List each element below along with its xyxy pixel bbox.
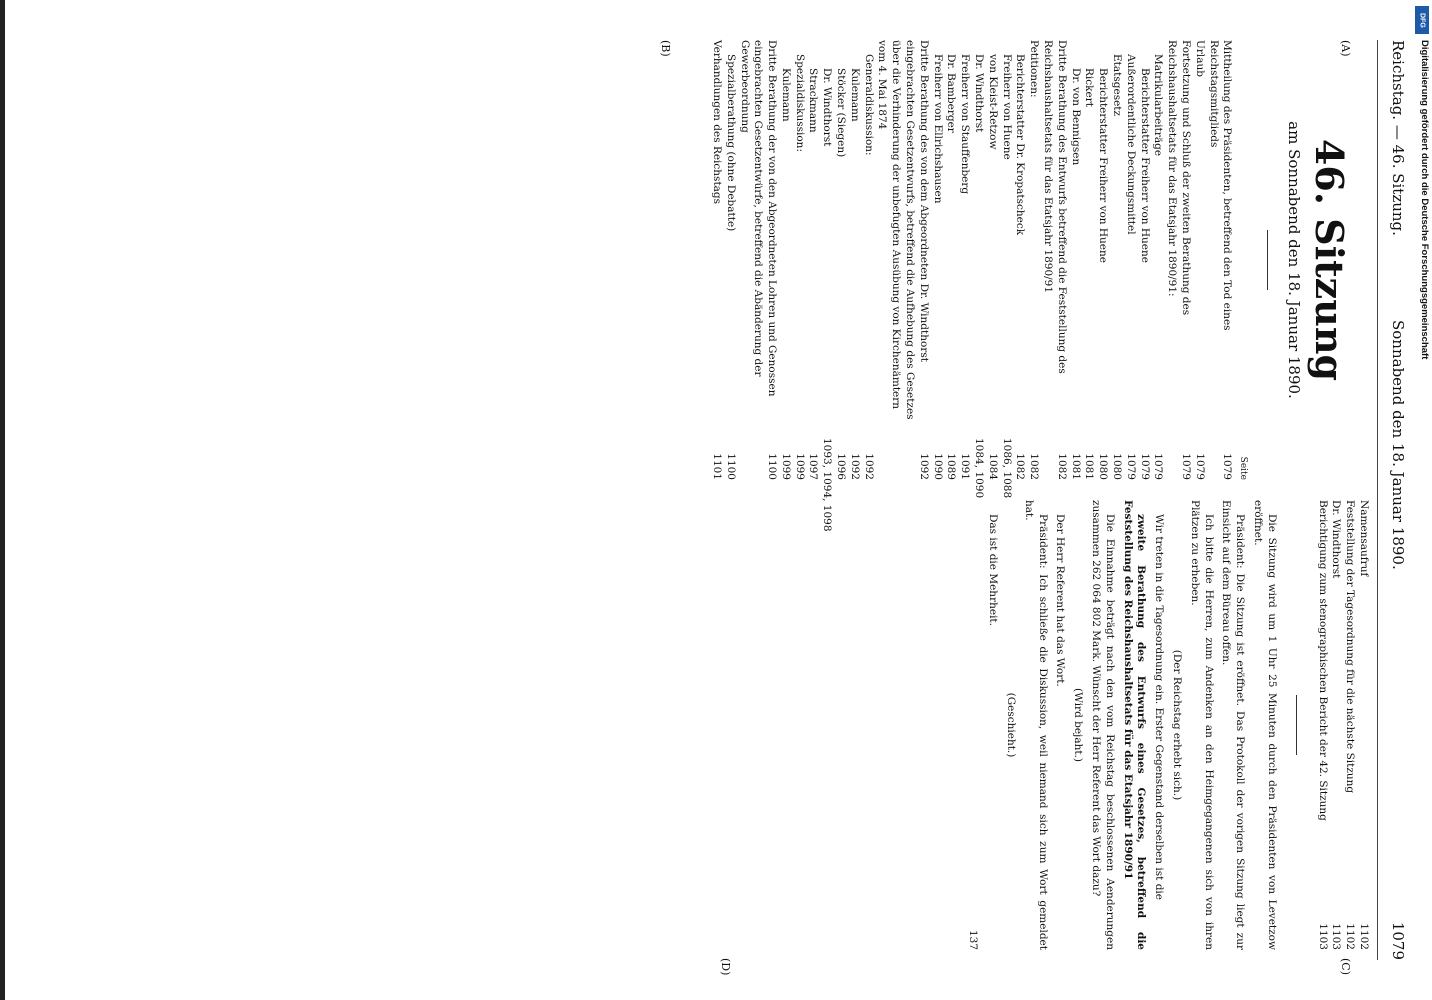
toc-entry-text: Etatsgesetz <box>1111 54 1124 117</box>
toc-entry-page: 1082 <box>1014 453 1027 480</box>
toc-entry-text: Rickert <box>1083 68 1096 107</box>
dfg-logo-badge: DFG <box>1415 6 1429 34</box>
toc-entry-page: 1097 <box>807 453 820 480</box>
toc-entry-text: Freiherr von Ellrichshausen <box>931 54 944 204</box>
body-paragraph: Der Herr Referent hat das Wort. <box>1054 514 1067 687</box>
toc-entry-text: Mittheilung des Präsidenten, betreffend den Tod eines Reichstagsmitglieds <box>1207 40 1234 331</box>
front-toc-text: Feststellung der Tagesordnung für die nächste Sitzung <box>1344 500 1357 794</box>
title-rule <box>1267 230 1268 290</box>
toc-entry-text: Berichterstatter Freiherr von Huene <box>1097 68 1110 263</box>
toc-entry-page: 1079 <box>1152 453 1165 480</box>
toc-entry-text: Dritte Berathung des von dem Abgeordneten Dr. Windthorst eingebrachten Gesetzentwurfs, betreffend die Aufhebung des Gesetzes über die Verhinderung der unbefugten Ausübung von Kirchenämtern vom 4. Mai 1874 <box>876 40 930 420</box>
toc-row <box>833 40 847 480</box>
toc-entry-text: Dr. Bamberger <box>945 54 958 133</box>
toc-entry-page: 1081 <box>1083 453 1096 480</box>
toc-entry-page: 1092 <box>917 453 930 480</box>
stage-direction: (Wird bejaht.) <box>1072 687 1085 762</box>
toc-row <box>1095 40 1109 480</box>
toc-entry-page: 1081 <box>1069 453 1082 480</box>
session-title: 46. Sitzung <box>1307 138 1352 382</box>
toc-entry-text: Verhandlungen des Reichstags <box>710 40 723 205</box>
toc-entry-page: 1090 <box>931 453 944 480</box>
toc-row <box>957 40 971 480</box>
toc-entry-text: Urlaub <box>1193 40 1206 77</box>
toc-row <box>1026 40 1040 480</box>
toc-entry-page: 1080 <box>1111 453 1124 480</box>
toc-entry-text: Berichterstatter Dr. Kropatscheck <box>1014 54 1027 236</box>
toc-entry-page: 1079 <box>1193 453 1206 480</box>
toc-row <box>861 40 875 480</box>
toc-row <box>737 40 778 480</box>
toc-entry-page: 1079 <box>1180 453 1193 480</box>
toc-entry-text: Matrikularbeiträge <box>1152 54 1165 157</box>
toc-entry-page: 1100 <box>766 453 779 480</box>
running-header <box>1382 40 1407 960</box>
toc-entry-text: Spezialdiskussion: <box>793 54 806 152</box>
toc-entry-text: Dr. von Bennigsen <box>1069 68 1082 166</box>
body-paragraph: Wir treten in die Tagesordnung ein. Erster Gegenstand derselben ist die <box>1153 514 1166 900</box>
toc-row <box>1206 40 1234 480</box>
header-left: Reichstag. — 46. Sitzung. <box>1389 40 1407 236</box>
session-body <box>985 500 1246 950</box>
opening-rule <box>1296 695 1297 755</box>
toc-row <box>1013 40 1027 480</box>
toc-row <box>723 40 737 480</box>
toc-row <box>944 40 958 480</box>
toc-entry-page: 1084, 1090 <box>973 438 986 499</box>
toc-entry-text: Petitionen: <box>1028 40 1041 98</box>
front-toc-page: 1103 <box>1316 923 1329 950</box>
opening-paragraph: Die Sitzung wird um 1 Uhr 25 Minuten durch den Präsidenten von Levetzow eröffnet. <box>1252 500 1278 950</box>
toc-row <box>1137 40 1151 480</box>
toc-row <box>875 40 930 480</box>
toc-row <box>806 40 820 480</box>
front-toc-row <box>1342 500 1356 950</box>
stage-direction: (Geschieht.) <box>1005 692 1018 758</box>
toc-entry-page: 1080 <box>1097 453 1110 480</box>
margin-mark-d: (D) <box>719 958 732 976</box>
toc-entry-page: 1079 <box>1221 453 1234 480</box>
front-toc-text: Dr. Windthorst <box>1330 500 1343 579</box>
toc-row <box>820 40 834 532</box>
front-toc <box>1315 500 1370 950</box>
toc-entry-text: Generaldiskussion: <box>862 54 875 156</box>
toc-entry-text: Freiherr von Stauffenberg <box>959 54 972 195</box>
toc-row <box>1151 40 1165 480</box>
body-paragraph: Die Einnahme beträgt nach den vom Reichstag beschlossenen Aenderungen zusammen 262 064 802 Mark. Wünscht der Herr Referent das Wort dazu? <box>1090 500 1116 950</box>
toc-entry-page: 1082 <box>1055 453 1068 480</box>
toc-row <box>1164 40 1192 480</box>
toc-entry-page: 1079 <box>1124 453 1137 480</box>
toc-row <box>847 40 861 480</box>
session-subtitle: am Sonnabend den 18. Januar 1890. <box>1285 121 1303 399</box>
margin-mark-c: (C) <box>1339 958 1352 975</box>
front-toc-row <box>1315 500 1329 950</box>
toc-entry-page: 1079 <box>1138 453 1151 480</box>
toc-row <box>930 40 944 480</box>
side-note-wrapper <box>1412 0 1432 1000</box>
toc-entry-page: 1093, 1094, 1098 <box>821 438 834 532</box>
body-paragraph: Präsident: Die Sitzung ist eröffnet. Das Protokoll der vorigen Sitzung liegt zur Einsicht auf dem Büreau offen. <box>1220 500 1247 950</box>
toc-entry-page: 1099 <box>779 453 792 480</box>
signature-mark: 137 <box>967 929 980 950</box>
toc-entry-text: Dritte Berathung der von den Abgeordneten Lohren und Genossen eingebrachten Gesetzentwürfe, betreffend die Abänderung der Gewerbeordnung <box>738 40 779 397</box>
toc-entry-page: 1100 <box>724 453 737 480</box>
toc-entry-page: 1099 <box>793 453 806 480</box>
toc-entry-text: Dritte Berathung des Entwurfs betreffend die Feststellung des Reichshaushaltsetats für das Etatsjahr 1890/91 <box>1042 40 1068 374</box>
toc-entry-page: 1082 <box>1028 453 1041 480</box>
margin-mark-a: (A) <box>1339 40 1352 57</box>
toc-row <box>971 40 986 499</box>
margin-mark-b: (B) <box>659 40 672 57</box>
front-toc-row <box>1356 500 1370 950</box>
toc-seite-label: Seite <box>1238 456 1249 480</box>
body-paragraph: Ich bitte die Herren, zum Andenken an den Heimgegangenen sich von ihren Plätzen zu erheben. <box>1188 500 1215 950</box>
toc-row <box>1109 40 1123 480</box>
toc-entry-page: 1084 <box>986 453 999 480</box>
toc-row <box>1040 40 1068 480</box>
front-toc-page: 1103 <box>1330 923 1343 950</box>
toc-row <box>1123 40 1137 480</box>
left-column <box>709 40 1370 532</box>
toc-entry-text: Berichterstatter Freiherr von Huene <box>1138 68 1151 263</box>
front-toc-page: 1102 <box>1358 923 1370 950</box>
toc-entry-text: Dr. Windthorst <box>821 68 834 147</box>
toc-entry-text: Stöcker (Siegen) <box>835 68 848 158</box>
header-center: Sonnabend den 18. Januar 1890. <box>1389 320 1407 570</box>
toc-entry-page: 1096 <box>835 453 848 480</box>
digitization-note: Digitalisierung gefördert durch die Deutsche Forschungsgemeinschaft <box>1419 40 1430 360</box>
toc-entry-text: von Kleist-Retzow <box>986 54 999 150</box>
toc-entry-text: Spezialberathung (ohne Debatte) <box>724 54 737 232</box>
toc-entry-page: 1092 <box>862 453 875 480</box>
body-paragraph: Das ist die Mehrheit. <box>987 514 1000 626</box>
toc-entry-text: Dr. Windthorst <box>973 54 986 133</box>
toc-entry-text: Außerordentliche Deckungsmittel <box>1124 54 1137 235</box>
toc-entry-page: 1091 <box>959 453 972 480</box>
toc-entry-page: 1086, 1088 <box>1000 438 1013 499</box>
toc-row <box>792 40 806 480</box>
toc-entry-page: 1089 <box>945 453 958 480</box>
front-toc-row <box>1329 500 1343 950</box>
table-of-contents <box>709 40 1234 532</box>
toc-entry-text: Fortsetzung und Schluß der zweiten Berathung des Reichshaushaltsetats für das Etatsjahr 1890/91: <box>1166 40 1193 316</box>
toc-entry-page: 1092 <box>848 453 861 480</box>
toc-row <box>1068 40 1082 480</box>
toc-row <box>1192 40 1206 480</box>
toc-entry-text: Kulemann <box>848 68 861 122</box>
front-toc-page: 1102 <box>1344 923 1357 950</box>
toc-row <box>999 40 1013 499</box>
toc-row <box>985 40 999 480</box>
front-toc-text: Namensaufruf <box>1358 500 1370 577</box>
toc-row <box>778 40 792 480</box>
toc-row <box>709 40 723 480</box>
body-paragraph: Präsident: Ich schließe die Diskussion, weil niemand sich zum Wort gemeldet hat. <box>1022 500 1049 950</box>
body-paragraph: zweite Berathung des Entwurfs eines Gesetzes, betreffend die Feststellung des Reichshaushaltsetats für das Etatsjahr 1890/91 <box>1121 500 1148 950</box>
toc-entry-text: Freiherr von Huene <box>1000 54 1013 160</box>
header-rule <box>1377 40 1378 960</box>
front-toc-text: Berichtigung zum stenographischen Bericht der 42. Sitzung <box>1316 500 1329 821</box>
stage-direction: (Der Reichstag erhebt sich.) <box>1171 649 1184 801</box>
toc-entry-page: 1101 <box>710 453 723 480</box>
right-column <box>966 500 1370 950</box>
toc-entry-text: Strackmann <box>807 68 820 133</box>
toc-row <box>1082 40 1096 480</box>
header-page-number: 1079 <box>1389 921 1407 960</box>
toc-entry-text: Kulemann <box>779 68 792 122</box>
